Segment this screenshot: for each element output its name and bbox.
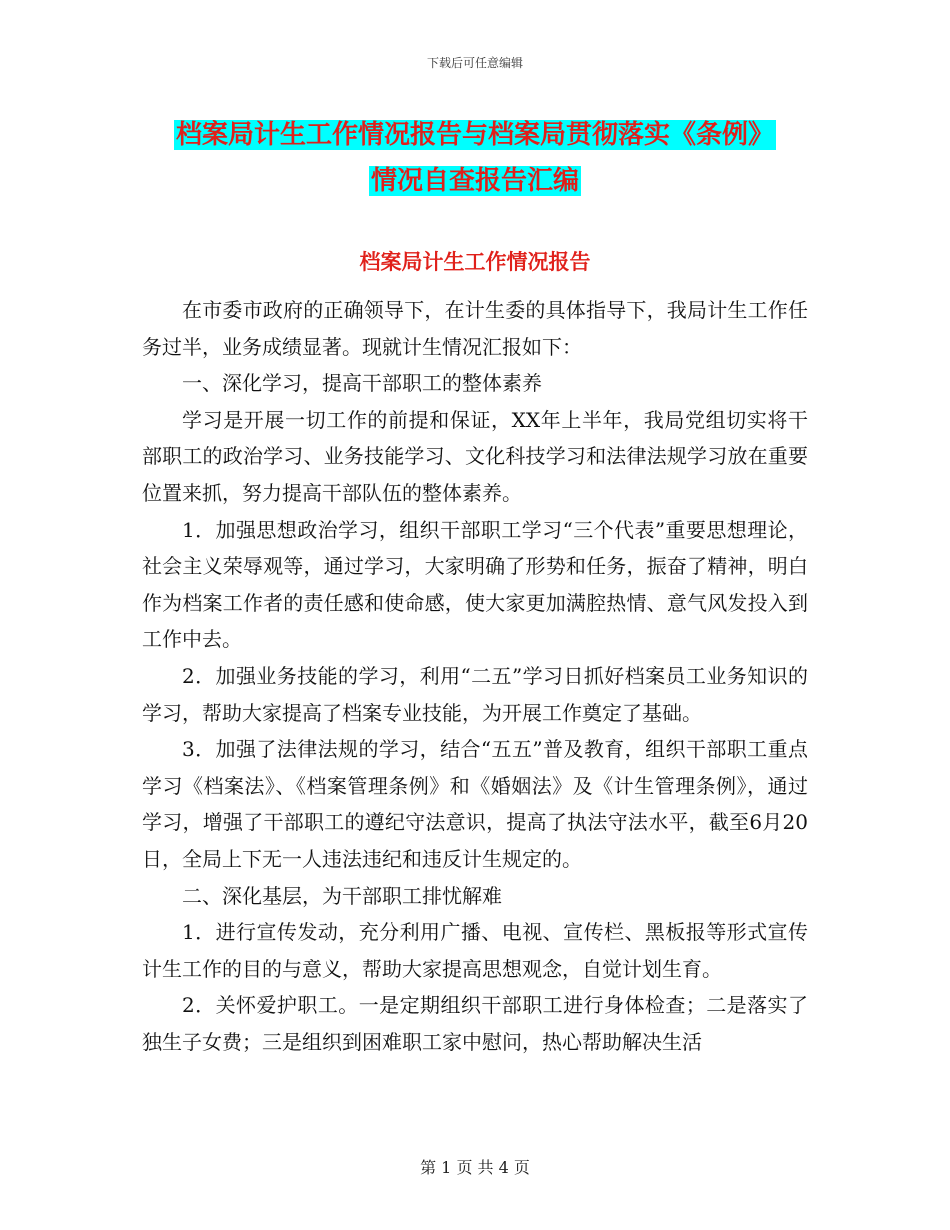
header-note: 下载后可任意编辑: [426, 56, 523, 70]
paragraph: 1．进行宣传发动，充分利用广播、电视、宣传栏、黑板报等形式宣传计生工作的目的与意义，帮助大家提高思想观念，自觉计划生育。: [142, 920, 808, 981]
paragraph: 1．加强思想政治学习，组织干部职工学习“三个代表”重要思想理论，社会主义荣辱观等，通过学习，大家明确了形势和任务，振奋了精神，明白作为档案工作者的责任感和使命感，使大家更加满腔热情、意气风发投入到工作中去。: [142, 517, 808, 652]
page-footer: 第 1 页 共 4 页: [420, 1158, 530, 1177]
document-main-title: [0, 112, 950, 204]
paragraph: 在市委市政府的正确领导下，在计生委的具体指导下，我局计生工作任务过半，业务成绩显著。现就计生情况汇报如下：: [142, 298, 808, 359]
paragraph: 一、深化学习，提高干部职工的整体素养: [182, 371, 542, 396]
main-title-line-1: [0, 112, 950, 158]
paragraph: 2．关怀爱护职工。一是定期组织干部职工进行身体检查；二是落实了独生子女费；三是组织到困难职工家中慰问，热心帮助解决生活: [142, 993, 808, 1054]
document-body: [142, 292, 808, 1060]
paragraph: 3．加强了法律法规的学习，结合“五五”普及教育，组织干部职工重点学习《档案法》、《档案管理条例》和《婚姻法》及《计生管理条例》，通过学习，增强了干部职工的遵纪守法意识，提高了执法守法水平，截至6月20日，全局上下无一人违法违纪和违反计生规定的。: [142, 737, 808, 871]
main-title-line-2: [0, 158, 950, 204]
paragraph: 2．加强业务技能的学习，利用“二五”学习日抓好档案员工业务知识的学习，帮助大家提高了档案专业技能，为开展工作奠定了基础。: [142, 663, 808, 725]
paragraph: 学习是开展一切工作的前提和保证，XX年上半年，我局党组切实将干部职工的政治学习、业务技能学习、文化科技学习和法律法规学习放在重要位置来抓，努力提高干部队伍的整体素养。: [142, 407, 808, 505]
paragraph: 二、深化基层，为干部职工排忧解难: [182, 883, 502, 908]
section-title: 档案局计生工作情况报告: [359, 250, 591, 274]
main-title-line-2-text: 情况自查报告汇编: [370, 166, 579, 196]
main-title-line-1-text: 档案局计生工作情况报告与档案局贯彻落实《条例》: [175, 120, 774, 150]
